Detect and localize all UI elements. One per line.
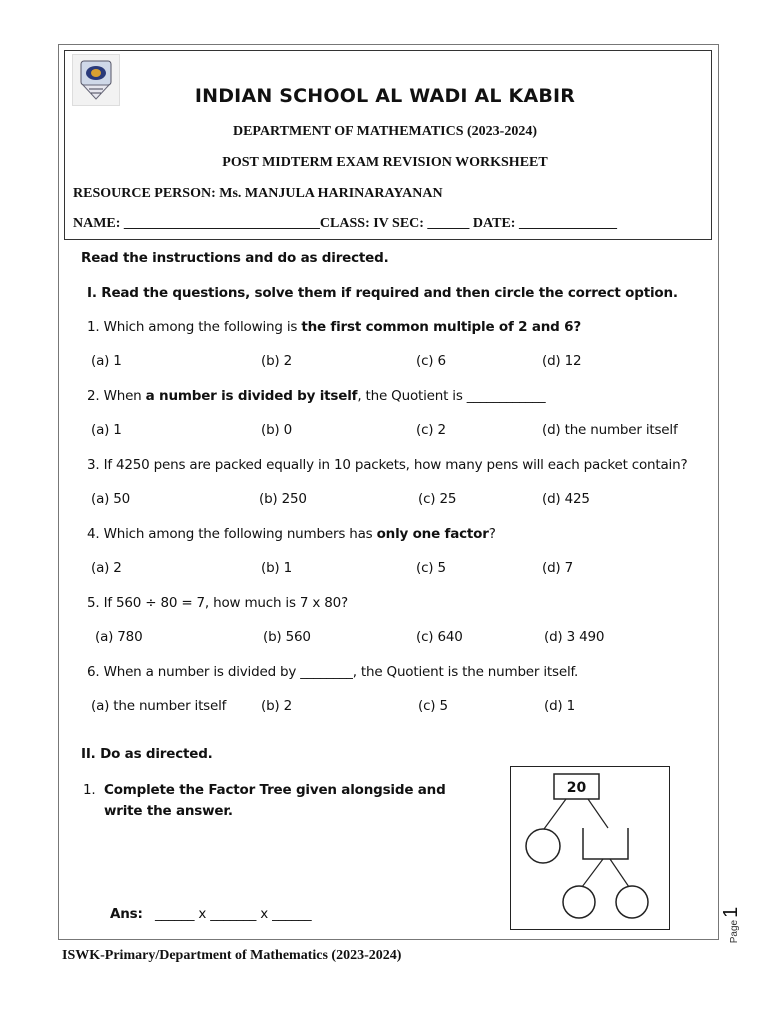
q4-option-d: (d) 7 — [542, 560, 573, 576]
tree-root-value: 20 — [566, 780, 587, 796]
q2-option-b: (b) 0 — [261, 422, 292, 438]
q4-option-c: (c) 5 — [416, 560, 446, 576]
q5-option-d: (d) 3 490 — [544, 629, 605, 645]
q4-option-b: (b) 1 — [261, 560, 292, 576]
section2-q1-line2: write the answer. — [104, 803, 233, 819]
header-box — [64, 50, 712, 240]
q3-option-d: (d) 425 — [542, 491, 590, 507]
q3-option-c: (c) 25 — [418, 491, 457, 507]
section2-heading: II. Do as directed. — [81, 746, 213, 762]
q3-option-a: (a) 50 — [91, 491, 131, 507]
q5-option-c: (c) 640 — [416, 629, 463, 645]
q6-option-b: (b) 2 — [261, 698, 292, 714]
school-name: INDIAN SCHOOL AL WADI AL KABIR — [194, 85, 576, 107]
q6-option-c: (c) 5 — [418, 698, 448, 714]
q1-option-c: (c) 6 — [416, 353, 446, 369]
resource-person: RESOURCE PERSON: Ms. MANJULA HARINARAYANAN — [73, 186, 443, 201]
question-1: 1. Which among the following is the first common multiple of 2 and 6? — [87, 319, 581, 335]
instructions-text: Read the instructions and do as directed. — [81, 250, 389, 266]
factor-tree-diagram — [510, 766, 670, 930]
student-details-line: NAME: ____________________________CLASS: IV SEC: ______ DATE: ______________ — [73, 216, 617, 231]
page-number — [720, 905, 760, 945]
section2-q1-line1: Complete the Factor Tree given alongside and — [104, 782, 446, 798]
answer-label: Ans: — [110, 906, 143, 922]
question-3: 3. If 4250 pens are packed equally in 10 packets, how many pens will each packet contain? — [87, 457, 688, 473]
q5-option-b: (b) 560 — [263, 629, 311, 645]
question-2: 2. When a number is divided by itself, the Quotient is ____________ — [87, 388, 546, 404]
factor-tree-box — [510, 766, 670, 930]
q2-option-d: (d) the number itself — [542, 422, 678, 438]
page-digit: 1 — [720, 906, 742, 918]
q1-option-d: (d) 12 — [542, 353, 582, 369]
answer-blanks: ______ x _______ x ______ — [155, 906, 312, 922]
q1-option-b: (b) 2 — [261, 353, 292, 369]
q2-option-c: (c) 2 — [416, 422, 446, 438]
q3-option-b: (b) 250 — [259, 491, 307, 507]
worksheet-title: POST MIDTERM EXAM REVISION WORKSHEET — [222, 155, 548, 170]
question-4: 4. Which among the following numbers has only one factor? — [87, 526, 496, 542]
q5-option-a: (a) 780 — [95, 629, 143, 645]
question-6: 6. When a number is divided by ________, the Quotient is the number itself. — [87, 664, 579, 680]
section2-q1-number: 1. — [83, 782, 96, 798]
q1-option-a: (a) 1 — [91, 353, 122, 369]
section1-heading: I. Read the questions, solve them if required and then circle the correct option. — [87, 285, 678, 301]
page-word: Page — [729, 919, 740, 944]
q6-option-a: (a) the number itself — [91, 698, 227, 714]
q6-option-d: (d) 1 — [544, 698, 575, 714]
question-5: 5. If 560 ÷ 80 = 7, how much is 7 x 80? — [87, 595, 349, 611]
department-line: DEPARTMENT OF MATHEMATICS (2023-2024) — [232, 124, 537, 139]
q4-option-a: (a) 2 — [91, 560, 122, 576]
footer-text: ISWK-Primary/Department of Mathematics (2023-2024) — [62, 948, 402, 963]
q2-option-a: (a) 1 — [91, 422, 122, 438]
